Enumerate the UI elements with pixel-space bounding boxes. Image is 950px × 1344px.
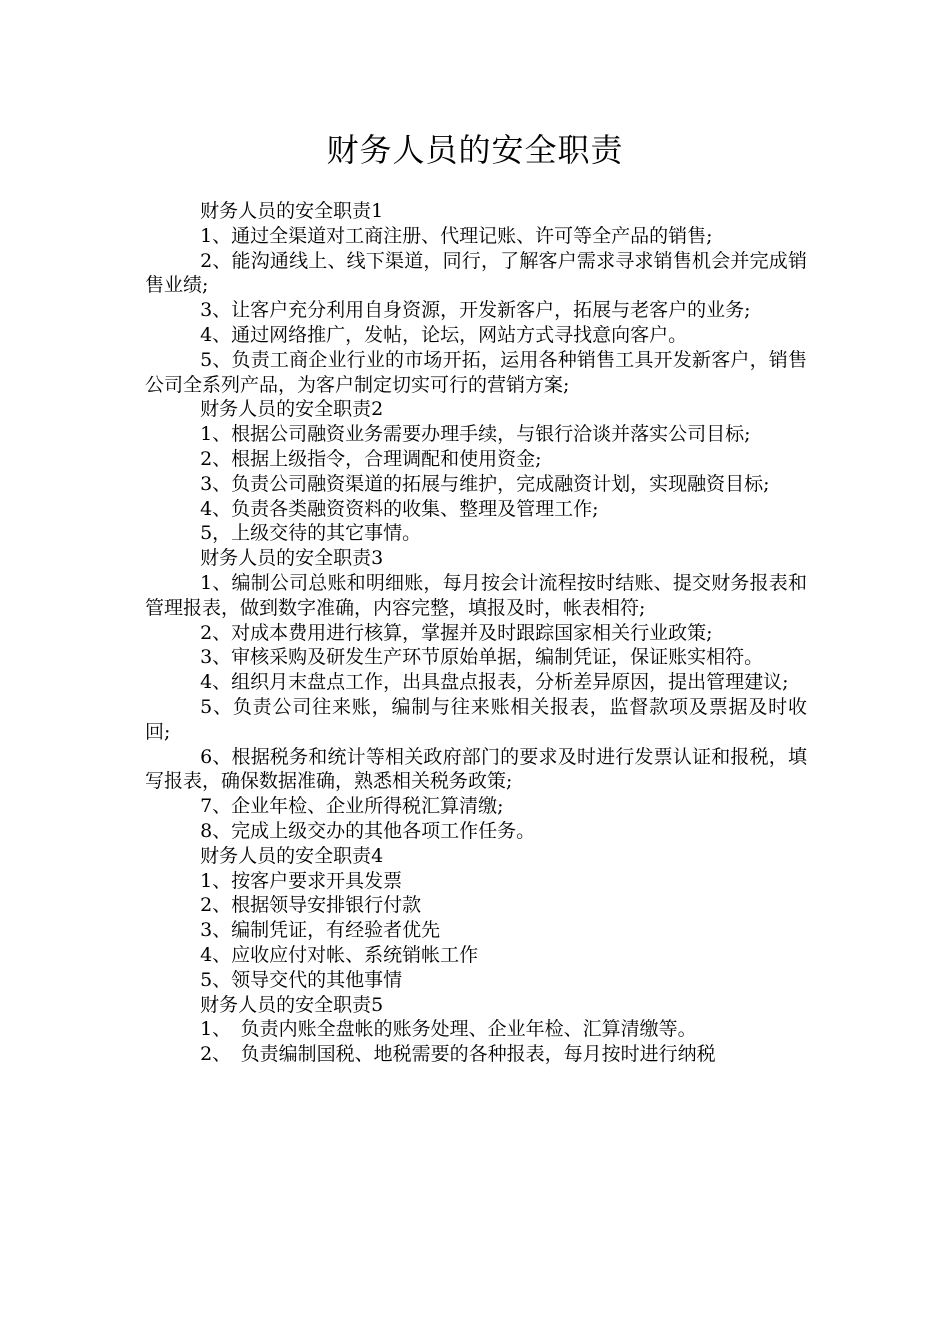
- document-title: 财务人员的安全职责: [326, 131, 624, 169]
- paragraph: 财务人员的安全职责5: [200, 993, 384, 1016]
- paragraph: 2、对成本费用进行核算，掌握并及时跟踪国家相关行业政策;: [200, 621, 713, 644]
- paragraph: 2、能沟通线上、线下渠道，同行，了解客户需求寻求销售机会并完成销售业绩;: [145, 249, 807, 297]
- paragraph: 5、负责工商企业行业的市场开拓，运用各种销售工具开发新客户，销售公司全系列产品，为客户制定切实可行的营销方案;: [145, 348, 807, 396]
- paragraph: 3、负责公司融资渠道的拓展与维护，完成融资计划，实现融资目标;: [200, 472, 770, 495]
- paragraph: 3、编制凭证，有经验者优先: [200, 919, 441, 942]
- document-body: [145, 199, 807, 1067]
- paragraph: 1、按客户要求开具发票: [200, 869, 403, 892]
- paragraph: 2、根据领导安排银行付款: [200, 894, 422, 917]
- paragraph: 7、企业年检、企业所得税汇算清缴;: [200, 795, 504, 818]
- paragraph: 8、完成上级交办的其他各项工作任务。: [200, 819, 536, 842]
- paragraph: 财务人员的安全职责1: [200, 200, 384, 222]
- paragraph: 1、根据公司融资业务需要办理手续，与银行洽谈并落实公司目标;: [200, 423, 751, 446]
- paragraph: 1、通过全渠道对工商注册、代理记账、许可等全产品的销售;: [200, 224, 713, 247]
- paragraph: 4、应收应付对帐、系统销帐工作: [200, 943, 479, 966]
- paragraph: 2、 负责编制国税、地税需要的各种报表，每月按时进行纳税: [200, 1043, 716, 1066]
- paragraph: 3、让客户充分利用自身资源，开发新客户，拓展与老客户的业务;: [200, 299, 751, 322]
- paragraph: 5，上级交待的其它事情。: [200, 522, 422, 545]
- paragraph: 财务人员的安全职责3: [200, 547, 384, 570]
- paragraph: 4、通过网络推广，发帖，论坛，网站方式寻找意向客户。: [200, 323, 688, 346]
- paragraph: 5、负责公司往来账，编制与往来账相关报表，监督款项及票据及时收回;: [145, 695, 807, 743]
- paragraph: 1、 负责内账全盘帐的账务处理、企业年检、汇算清缴等。: [200, 1018, 697, 1041]
- paragraph: 财务人员的安全职责2: [200, 398, 384, 421]
- paragraph: 2、根据上级指令，合理调配和使用资金;: [200, 447, 542, 470]
- paragraph: 4、负责各类融资资料的收集、整理及管理工作;: [200, 497, 599, 520]
- paragraph: 5、领导交代的其他事情: [200, 968, 403, 991]
- paragraph: 1、编制公司总账和明细账，每月按会计流程按时结账、提交财务报表和管理报表，做到数字准确，内容完整，填报及时，帐表相符;: [145, 571, 807, 619]
- paragraph: 财务人员的安全职责4: [200, 844, 384, 867]
- paragraph: 4、组织月末盘点工作，出具盘点报表，分析差异原因，提出管理建议;: [200, 671, 789, 694]
- paragraph: 3、审核采购及研发生产环节原始单据，编制凭证，保证账实相符。: [200, 646, 764, 669]
- paragraph: 6、根据税务和统计等相关政府部门的要求及时进行发票认证和报税，填写报表，确保数据准确，熟悉相关税务政策;: [145, 745, 807, 793]
